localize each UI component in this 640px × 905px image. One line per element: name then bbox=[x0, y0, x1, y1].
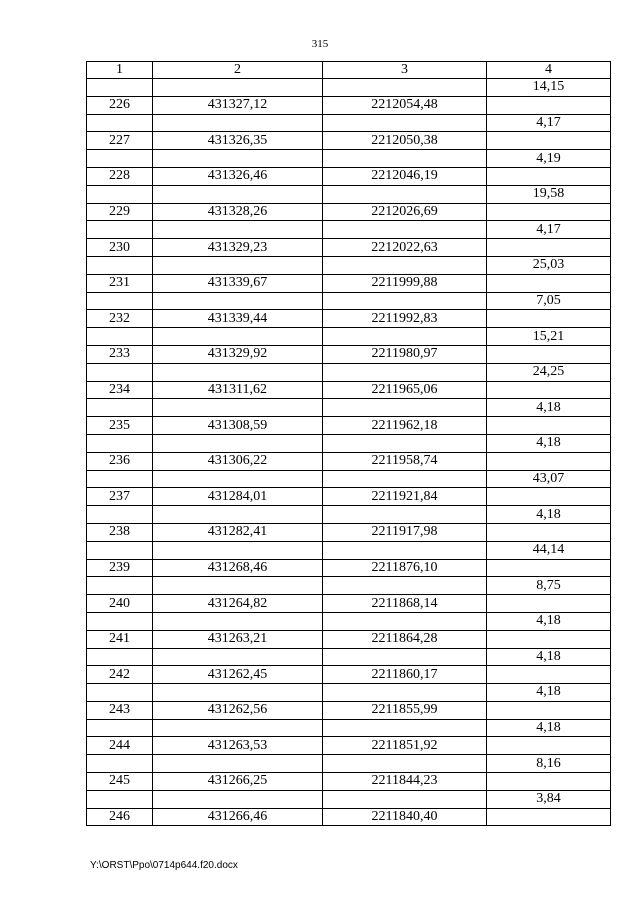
table-cell bbox=[153, 541, 323, 559]
table-cell bbox=[87, 684, 153, 702]
table-cell bbox=[323, 470, 487, 488]
table-cell: 4,18 bbox=[487, 399, 611, 417]
table-cell bbox=[87, 577, 153, 595]
table-cell bbox=[153, 221, 323, 239]
table-cell: 2211840,40 bbox=[323, 808, 487, 826]
table-cell: 431329,23 bbox=[153, 239, 323, 257]
table-cell bbox=[323, 684, 487, 702]
table-cell bbox=[487, 808, 611, 826]
table-cell bbox=[153, 790, 323, 808]
table-cell: 431329,92 bbox=[153, 345, 323, 363]
table-cell: 431308,59 bbox=[153, 417, 323, 435]
table-cell bbox=[323, 363, 487, 381]
table-row bbox=[87, 559, 611, 577]
table-cell bbox=[487, 595, 611, 613]
table-cell: 2211962,18 bbox=[323, 417, 487, 435]
table-cell bbox=[487, 167, 611, 185]
table-cell bbox=[323, 150, 487, 168]
table-cell bbox=[323, 256, 487, 274]
table-cell bbox=[323, 648, 487, 666]
table-cell bbox=[153, 612, 323, 630]
table-row bbox=[87, 737, 611, 755]
table-cell bbox=[153, 114, 323, 132]
table-cell: 431311,62 bbox=[153, 381, 323, 399]
table-cell: 2211917,98 bbox=[323, 523, 487, 541]
header-cell: 2 bbox=[153, 62, 323, 79]
table-cell bbox=[323, 114, 487, 132]
table-cell: 431263,21 bbox=[153, 630, 323, 648]
table-cell: 237 bbox=[87, 488, 153, 506]
table-cell: 2211992,83 bbox=[323, 310, 487, 328]
table-row bbox=[87, 256, 611, 274]
table-cell: 4,19 bbox=[487, 150, 611, 168]
table-cell: 228 bbox=[87, 167, 153, 185]
table-cell bbox=[87, 755, 153, 773]
table-row bbox=[87, 417, 611, 435]
table-row bbox=[87, 167, 611, 185]
table-cell bbox=[153, 256, 323, 274]
table-row bbox=[87, 399, 611, 417]
table-cell bbox=[87, 790, 153, 808]
table-cell: 230 bbox=[87, 239, 153, 257]
table-row bbox=[87, 345, 611, 363]
header-cell: 3 bbox=[323, 62, 487, 79]
table-cell bbox=[323, 185, 487, 203]
table-row bbox=[87, 790, 611, 808]
table-cell: 2211851,92 bbox=[323, 737, 487, 755]
table-cell bbox=[87, 541, 153, 559]
table-row bbox=[87, 381, 611, 399]
table-row bbox=[87, 506, 611, 524]
table-cell: 431326,46 bbox=[153, 167, 323, 185]
table-cell: 4,18 bbox=[487, 684, 611, 702]
table-row bbox=[87, 612, 611, 630]
table-cell bbox=[153, 150, 323, 168]
table-cell: 431268,46 bbox=[153, 559, 323, 577]
table-cell: 431339,67 bbox=[153, 274, 323, 292]
table-cell bbox=[87, 363, 153, 381]
table-cell bbox=[323, 292, 487, 310]
table-cell bbox=[153, 328, 323, 346]
table-row bbox=[87, 701, 611, 719]
table-row bbox=[87, 292, 611, 310]
table-cell: 4,18 bbox=[487, 719, 611, 737]
table-cell: 2212022,63 bbox=[323, 239, 487, 257]
table-cell bbox=[323, 755, 487, 773]
table-row bbox=[87, 773, 611, 791]
table-cell: 14,15 bbox=[487, 79, 611, 97]
table-row bbox=[87, 328, 611, 346]
table-cell: 246 bbox=[87, 808, 153, 826]
table-cell: 4,18 bbox=[487, 648, 611, 666]
table-cell: 245 bbox=[87, 773, 153, 791]
table-cell bbox=[87, 328, 153, 346]
table-cell bbox=[323, 399, 487, 417]
table-cell: 4,18 bbox=[487, 434, 611, 452]
table-row bbox=[87, 203, 611, 221]
table-cell: 235 bbox=[87, 417, 153, 435]
table-cell bbox=[153, 648, 323, 666]
table-cell bbox=[323, 541, 487, 559]
table-cell bbox=[487, 488, 611, 506]
table-row bbox=[87, 541, 611, 559]
table-cell: 2212054,48 bbox=[323, 96, 487, 114]
table-cell bbox=[487, 737, 611, 755]
file-path-footer: Y:\ORST\Ppo\0714p644.f20.docx bbox=[90, 860, 238, 871]
table-cell: 3,84 bbox=[487, 790, 611, 808]
table-cell: 240 bbox=[87, 595, 153, 613]
table-cell: 236 bbox=[87, 452, 153, 470]
table-cell: 431339,44 bbox=[153, 310, 323, 328]
table-cell: 4,17 bbox=[487, 114, 611, 132]
table-cell: 232 bbox=[87, 310, 153, 328]
table-row bbox=[87, 630, 611, 648]
table-row bbox=[87, 239, 611, 257]
table-cell: 431284,01 bbox=[153, 488, 323, 506]
table-cell: 8,16 bbox=[487, 755, 611, 773]
table-cell: 231 bbox=[87, 274, 153, 292]
table-cell bbox=[487, 274, 611, 292]
table-cell: 44,14 bbox=[487, 541, 611, 559]
table-cell bbox=[153, 470, 323, 488]
table-row bbox=[87, 595, 611, 613]
table-cell: 431327,12 bbox=[153, 96, 323, 114]
table-cell bbox=[87, 185, 153, 203]
table-cell: 431282,41 bbox=[153, 523, 323, 541]
table-cell: 431262,56 bbox=[153, 701, 323, 719]
table-cell: 4,18 bbox=[487, 506, 611, 524]
table-cell bbox=[153, 577, 323, 595]
table-cell bbox=[153, 719, 323, 737]
table-row bbox=[87, 363, 611, 381]
table-cell bbox=[323, 79, 487, 97]
table-cell bbox=[153, 506, 323, 524]
table-cell: 229 bbox=[87, 203, 153, 221]
table-cell: 25,03 bbox=[487, 256, 611, 274]
page-number: 315 bbox=[311, 38, 329, 50]
header-cell: 4 bbox=[487, 62, 611, 79]
table-cell bbox=[323, 719, 487, 737]
table-cell bbox=[153, 399, 323, 417]
table-cell bbox=[487, 203, 611, 221]
table-cell bbox=[153, 434, 323, 452]
table-cell: 2211921,84 bbox=[323, 488, 487, 506]
table-cell: 2211844,23 bbox=[323, 773, 487, 791]
table-row bbox=[87, 114, 611, 132]
table-cell: 242 bbox=[87, 666, 153, 684]
table-row bbox=[87, 488, 611, 506]
header-cell: 1 bbox=[87, 62, 153, 79]
table-cell: 2211965,06 bbox=[323, 381, 487, 399]
table-row bbox=[87, 719, 611, 737]
table-row bbox=[87, 577, 611, 595]
table-cell: 2211860,17 bbox=[323, 666, 487, 684]
table-cell bbox=[87, 506, 153, 524]
table-row bbox=[87, 79, 611, 97]
table-cell: 431266,25 bbox=[153, 773, 323, 791]
table-cell: 2211980,97 bbox=[323, 345, 487, 363]
table-cell bbox=[487, 96, 611, 114]
table-row bbox=[87, 185, 611, 203]
table-row bbox=[87, 452, 611, 470]
table-cell bbox=[487, 132, 611, 150]
table-row bbox=[87, 755, 611, 773]
table-row bbox=[87, 434, 611, 452]
table-cell: 2212026,69 bbox=[323, 203, 487, 221]
table-cell bbox=[487, 773, 611, 791]
table-cell bbox=[153, 185, 323, 203]
table-row bbox=[87, 132, 611, 150]
table-cell bbox=[87, 612, 153, 630]
table-row bbox=[87, 96, 611, 114]
coordinates-table bbox=[86, 61, 611, 826]
table-cell bbox=[487, 345, 611, 363]
table-cell bbox=[87, 79, 153, 97]
table-cell bbox=[323, 506, 487, 524]
table-cell bbox=[87, 434, 153, 452]
table-cell: 431262,45 bbox=[153, 666, 323, 684]
table-cell bbox=[323, 221, 487, 239]
table-cell: 2212050,38 bbox=[323, 132, 487, 150]
table-cell bbox=[487, 701, 611, 719]
table-cell: 8,75 bbox=[487, 577, 611, 595]
table-cell: 239 bbox=[87, 559, 153, 577]
table-cell: 2211855,99 bbox=[323, 701, 487, 719]
table-cell: 226 bbox=[87, 96, 153, 114]
table-cell: 2211868,14 bbox=[323, 595, 487, 613]
table-cell: 4,18 bbox=[487, 612, 611, 630]
table-cell: 233 bbox=[87, 345, 153, 363]
table-cell bbox=[487, 666, 611, 684]
table-cell bbox=[487, 381, 611, 399]
table-cell: 431264,82 bbox=[153, 595, 323, 613]
table-cell bbox=[487, 417, 611, 435]
table-cell: 244 bbox=[87, 737, 153, 755]
table-cell: 431266,46 bbox=[153, 808, 323, 826]
table-cell bbox=[487, 310, 611, 328]
table-cell: 431326,35 bbox=[153, 132, 323, 150]
table-cell: 227 bbox=[87, 132, 153, 150]
table-row bbox=[87, 648, 611, 666]
table-cell bbox=[487, 239, 611, 257]
table-cell: 19,58 bbox=[487, 185, 611, 203]
table-row bbox=[87, 684, 611, 702]
table-cell bbox=[87, 221, 153, 239]
table-cell bbox=[323, 328, 487, 346]
table-cell bbox=[323, 577, 487, 595]
table-row bbox=[87, 274, 611, 292]
table-cell: 431328,26 bbox=[153, 203, 323, 221]
table-row bbox=[87, 150, 611, 168]
table-cell bbox=[323, 612, 487, 630]
table-cell bbox=[87, 114, 153, 132]
table-cell: 431263,53 bbox=[153, 737, 323, 755]
table-cell: 241 bbox=[87, 630, 153, 648]
table-cell: 431306,22 bbox=[153, 452, 323, 470]
table-cell bbox=[323, 790, 487, 808]
table-cell: 7,05 bbox=[487, 292, 611, 310]
table-cell: 2211958,74 bbox=[323, 452, 487, 470]
table-cell: 234 bbox=[87, 381, 153, 399]
table-header-row bbox=[87, 62, 611, 79]
table-cell: 243 bbox=[87, 701, 153, 719]
table-cell bbox=[87, 256, 153, 274]
table-row bbox=[87, 523, 611, 541]
table-cell bbox=[153, 292, 323, 310]
table-cell bbox=[487, 559, 611, 577]
table-cell bbox=[153, 684, 323, 702]
table-cell bbox=[487, 630, 611, 648]
table-row bbox=[87, 221, 611, 239]
table-cell: 2211999,88 bbox=[323, 274, 487, 292]
table-cell: 15,21 bbox=[487, 328, 611, 346]
table-cell bbox=[87, 470, 153, 488]
table-body bbox=[87, 79, 611, 826]
table-cell bbox=[87, 292, 153, 310]
table-cell: 238 bbox=[87, 523, 153, 541]
table-cell bbox=[153, 755, 323, 773]
table-cell: 2211876,10 bbox=[323, 559, 487, 577]
table-cell bbox=[87, 648, 153, 666]
table-row bbox=[87, 808, 611, 826]
table-cell bbox=[87, 719, 153, 737]
table-cell bbox=[87, 399, 153, 417]
table-cell bbox=[323, 434, 487, 452]
table-row bbox=[87, 310, 611, 328]
table-cell bbox=[87, 150, 153, 168]
table-cell bbox=[153, 79, 323, 97]
table-row bbox=[87, 470, 611, 488]
table-cell bbox=[487, 523, 611, 541]
table-row bbox=[87, 666, 611, 684]
table-cell: 2211864,28 bbox=[323, 630, 487, 648]
table-cell: 4,17 bbox=[487, 221, 611, 239]
table-cell bbox=[487, 452, 611, 470]
table-cell bbox=[153, 363, 323, 381]
table-cell: 24,25 bbox=[487, 363, 611, 381]
table-cell: 2212046,19 bbox=[323, 167, 487, 185]
table-cell: 43,07 bbox=[487, 470, 611, 488]
